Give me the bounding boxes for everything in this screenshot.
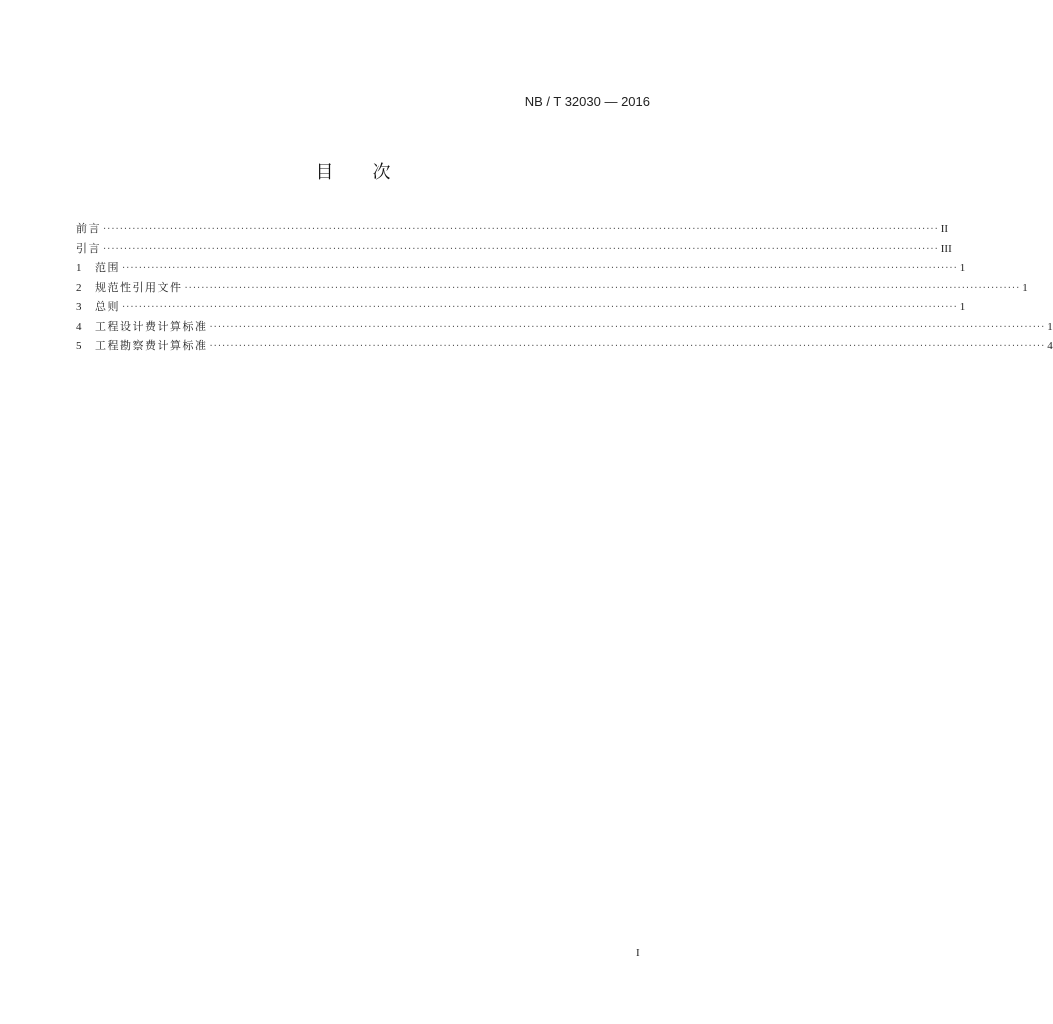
page-title bbox=[0, 158, 707, 184]
title-part-1: 目 bbox=[315, 162, 335, 183]
toc-entry-general[interactable] bbox=[76, 298, 966, 318]
toc-entry-scope[interactable] bbox=[76, 259, 966, 279]
toc-number: 2 bbox=[76, 281, 82, 294]
toc-leader-dots: ········································································································································································································ bbox=[122, 302, 958, 313]
table-of-contents bbox=[76, 220, 1053, 357]
toc-leader-dots: ········································································································································································································ bbox=[184, 282, 1021, 294]
toc-label: 工程设计费计算标准 bbox=[95, 319, 208, 333]
toc-page: III bbox=[940, 242, 952, 255]
toc-label: 引言 bbox=[76, 241, 101, 255]
toc-label: 工程勘察费计算标准 bbox=[95, 339, 208, 352]
toc-number: 3 bbox=[76, 301, 82, 313]
toc-page: 1 bbox=[1047, 320, 1053, 333]
toc-label: 总则 bbox=[95, 300, 120, 313]
toc-number: 5 bbox=[76, 340, 82, 352]
toc-entry-introduction[interactable] bbox=[76, 240, 952, 260]
standard-code: NB / T 32030 — 2016 bbox=[524, 94, 650, 109]
toc-entry-design-fee[interactable] bbox=[76, 318, 1053, 338]
page-number: I bbox=[636, 947, 640, 959]
toc-number: 4 bbox=[76, 320, 82, 333]
toc-leader-dots: ········································································································································································································ bbox=[103, 243, 939, 255]
toc-page: II bbox=[940, 223, 949, 235]
toc-leader-dots: ········································································································································································································ bbox=[209, 341, 1046, 352]
toc-page: 4 bbox=[1047, 340, 1053, 352]
toc-page: 1 bbox=[1022, 281, 1028, 294]
toc-label: 范围 bbox=[95, 261, 120, 274]
toc-page: 1 bbox=[959, 301, 966, 313]
toc-entry-normative-references[interactable] bbox=[76, 279, 1028, 299]
toc-leader-dots: ········································································································································································································ bbox=[103, 224, 939, 235]
toc-page: 1 bbox=[959, 262, 966, 274]
toc-leader-dots: ········································································································································································································ bbox=[209, 321, 1046, 333]
toc-leader-dots: ········································································································································································································ bbox=[122, 263, 958, 274]
title-part-2: 次 bbox=[372, 162, 392, 183]
toc-label: 前言 bbox=[76, 222, 101, 235]
toc-label: 规范性引用文件 bbox=[95, 280, 183, 294]
toc-entry-foreword[interactable] bbox=[76, 220, 949, 240]
toc-number: 1 bbox=[76, 262, 82, 274]
toc-entry-survey-fee[interactable] bbox=[76, 337, 1053, 357]
